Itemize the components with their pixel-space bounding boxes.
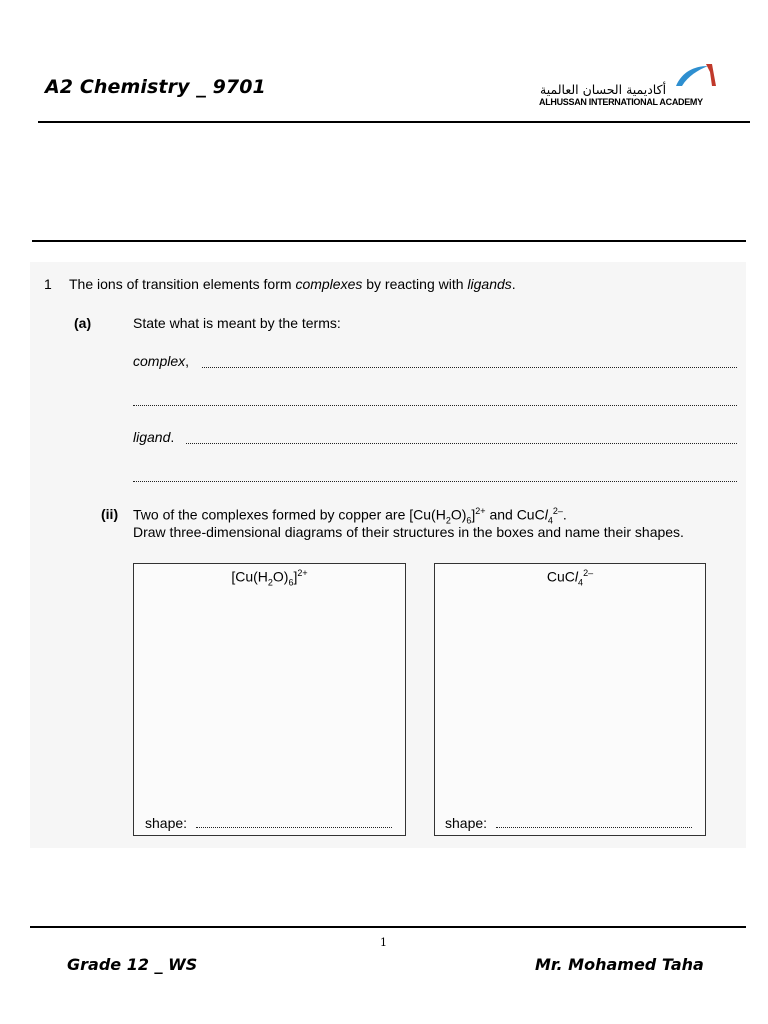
page-number: 1 — [380, 936, 387, 949]
shape-label: shape: — [145, 815, 188, 831]
answer-line-ligand[interactable] — [186, 429, 737, 444]
part-ii-line1: Two of the complexes formed by copper are $[Cu(H_2O)_6]^{2+}$ and CuCl$_4^{2-}$. — [133, 506, 567, 526]
school-logo — [538, 62, 718, 114]
logo-english-text: ALHUSSAN INTERNATIONAL ACADEMY — [539, 97, 703, 107]
drawing-box-cu-h2o[interactable] — [133, 563, 406, 836]
part-ii-label: (ii) — [101, 506, 119, 522]
footer-rule — [30, 926, 746, 928]
formula-cucl4: CuCl$_4^{2-}$ — [546, 568, 594, 588]
shape-answer-line[interactable] — [496, 817, 692, 828]
part-ii-line2: Draw three-dimensional diagrams of their structures in the boxes and name their shapes. — [133, 524, 684, 540]
term-ligand: ligand. — [133, 429, 175, 445]
shape-answer-line[interactable] — [196, 817, 392, 828]
header-rule — [38, 121, 750, 123]
part-a-label: (a) — [74, 315, 92, 331]
answer-line-ligand-2[interactable] — [133, 467, 737, 482]
shape-label: shape: — [445, 815, 488, 831]
formula-cu-h2o: $[Cu(H_2O)_6]^{2+}$ — [231, 568, 308, 588]
footer-grade: Grade 12 _ WS — [67, 955, 198, 974]
term-complex: complex, — [133, 353, 190, 369]
document-title: A2 Chemistry _ 9701 — [45, 76, 266, 98]
logo-emblem-icon — [672, 62, 718, 88]
answer-line-complex-2[interactable] — [133, 391, 737, 406]
drawing-box-cucl4[interactable] — [434, 563, 706, 836]
question-intro: The ions of transition elements form complexes by reacting with ligands. — [69, 276, 516, 292]
logo-arabic-text: أكاديمية الحسان العالمية — [540, 82, 667, 97]
footer-author: Mr. Mohamed Taha — [535, 955, 704, 974]
answer-line-complex[interactable] — [202, 353, 737, 368]
part-a-prompt: State what is meant by the terms: — [133, 315, 341, 331]
question-number: 1 — [44, 276, 52, 292]
section-rule — [32, 240, 746, 242]
